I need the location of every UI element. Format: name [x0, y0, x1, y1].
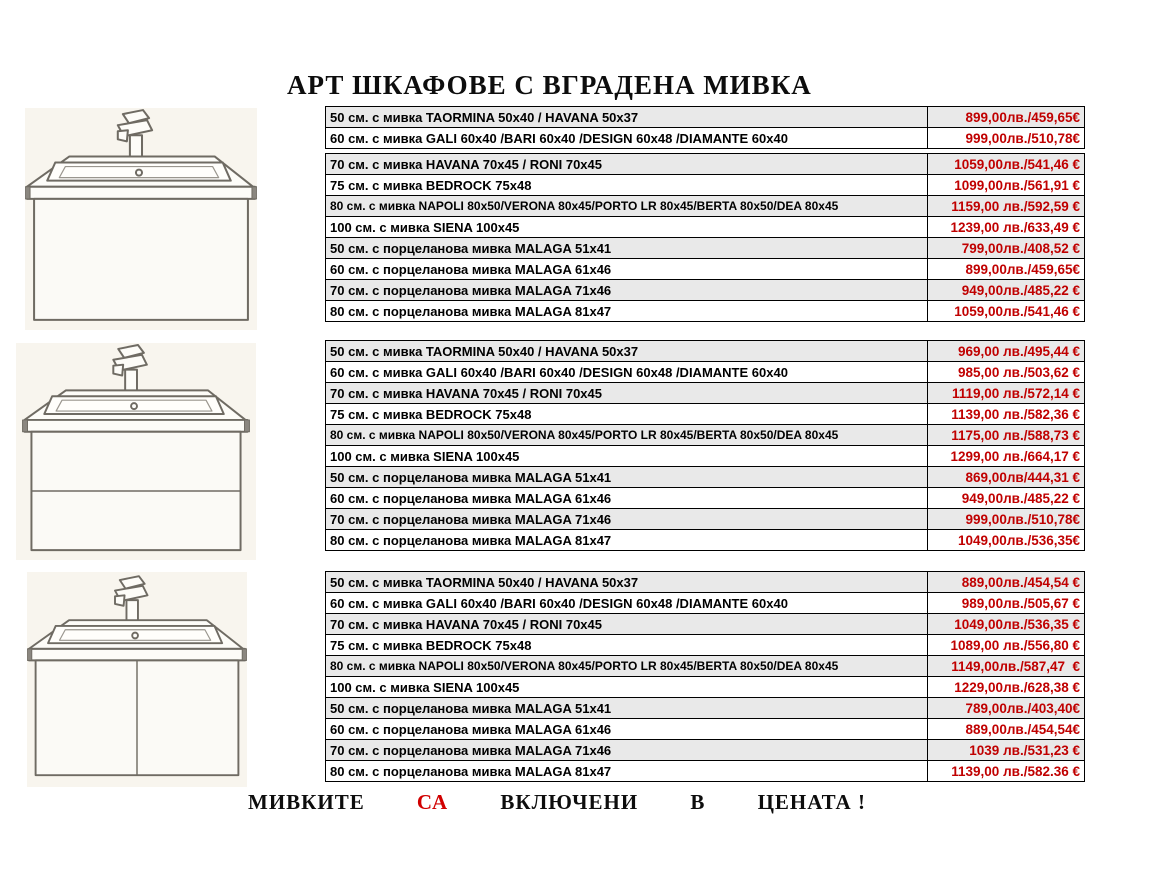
table-row — [325, 153, 1085, 175]
product-price: 1175,00 лв./588,73 € — [951, 427, 1080, 443]
table-row — [325, 237, 1085, 259]
product-price: 899,00лв./459,65€ — [965, 261, 1080, 277]
product-description: 60 см. с порцеланова мивка MALAGA 61x46 — [326, 259, 928, 279]
table-row — [325, 106, 1085, 128]
vanity-drawing-single-front — [25, 108, 257, 330]
table-row — [325, 676, 1085, 698]
product-description: 75 см. с мивка BEDROCK 75x48 — [326, 175, 928, 195]
product-price: 969,00 лв./495,44 € — [958, 343, 1080, 359]
product-description: 80 см. с порцеланова мивка MALAGA 81x47 — [326, 530, 928, 550]
product-price: 1119,00 лв./572,14 € — [952, 385, 1080, 401]
table-row — [325, 403, 1085, 425]
product-price: 999,00лв./510,78€ — [965, 511, 1080, 527]
price-table-top — [325, 107, 1085, 322]
product-description: 80 см. с порцеланова мивка MALAGA 81x47 — [326, 761, 928, 781]
table-row — [325, 613, 1085, 635]
product-price: 1139,00 лв./582.36 € — [951, 763, 1080, 779]
product-description: 70 см. с мивка HAVANA 70x45 / RONI 70x45 — [326, 383, 928, 403]
product-price: 799,00лв./408,52 € — [961, 240, 1080, 256]
product-price: 1059,00лв./541,46 € — [954, 303, 1080, 319]
table-row — [325, 216, 1085, 238]
table-row — [325, 718, 1085, 740]
product-description: 75 см. с мивка BEDROCK 75x48 — [326, 635, 928, 655]
table-row — [325, 279, 1085, 301]
product-description: 50 см. с порцеланова мивка MALAGA 51x41 — [326, 698, 928, 718]
table-row — [325, 571, 1085, 593]
product-description: 80 см. с мивка NAPOLI 80x50/VERONA 80x45/PORTO LR 80x45/BERTA 80x50/DEA 80x45 — [326, 656, 928, 676]
product-description: 100 см. с мивка SIENA 100x45 — [326, 217, 928, 237]
table-row — [325, 529, 1085, 551]
table-row — [325, 361, 1085, 383]
vanity-cabinet-two-doors-image — [27, 572, 247, 787]
table-row — [325, 445, 1085, 467]
product-description: 80 см. с мивка NAPOLI 80x50/VERONA 80x45/PORTO LR 80x45/BERTA 80x50/DEA 80x45 — [326, 196, 928, 216]
product-price: 949,00лв./485,22 € — [961, 282, 1080, 298]
footer-note — [248, 790, 866, 815]
product-description: 100 см. с мивка SIENA 100x45 — [326, 677, 928, 697]
table-row — [325, 300, 1085, 322]
vanity-drawing-two-doors — [27, 572, 247, 787]
product-price: 1159,00 лв./592,59 € — [951, 198, 1080, 214]
product-price: 1089,00 лв./556,80 € — [950, 637, 1080, 653]
table-row — [325, 466, 1085, 488]
table-row — [325, 592, 1085, 614]
product-price: 889,00лв./454,54€ — [965, 721, 1080, 737]
vanity-cabinet-two-drawers-image — [16, 343, 256, 560]
product-price: 999,00лв./510,78€ — [965, 130, 1080, 146]
footer-word: В — [690, 790, 706, 814]
product-price: 1299,00 лв./664,17 € — [950, 448, 1080, 464]
product-price: 949,00лв./485,22 € — [961, 490, 1080, 506]
table-row — [325, 508, 1085, 530]
table-row — [325, 739, 1085, 761]
product-description: 50 см. с мивка TAORMINA 50x40 / HAVANA 50x37 — [326, 341, 928, 361]
product-price: 1059,00лв./541,46 € — [954, 156, 1080, 172]
product-description: 60 см. с порцеланова мивка MALAGA 61x46 — [326, 488, 928, 508]
product-price: 1149,00лв./587,47 € — [951, 658, 1080, 674]
product-description: 80 см. с порцеланова мивка MALAGA 81x47 — [326, 301, 928, 321]
table-row — [325, 487, 1085, 509]
product-description: 50 см. с порцеланова мивка MALAGA 51x41 — [326, 238, 928, 258]
product-price: 1039 лв./531,23 € — [969, 742, 1080, 758]
product-price: 1049,00лв./536,35 € — [954, 616, 1080, 632]
product-price: 1099,00лв./561,91 € — [954, 177, 1080, 193]
product-price: 1049,00лв./536,35€ — [958, 532, 1080, 548]
product-description: 60 см. с порцеланова мивка MALAGA 61x46 — [326, 719, 928, 739]
product-description: 70 см. с мивка HAVANA 70x45 / RONI 70x45 — [326, 614, 928, 634]
product-description: 50 см. с мивка TAORMINA 50x40 / HAVANA 50x37 — [326, 107, 928, 127]
footer-word: ВКЛЮЧЕНИ — [500, 790, 639, 814]
product-price: 869,00лв/444,31 € — [965, 469, 1080, 485]
vanity-cabinet-single-front-image — [25, 108, 257, 330]
footer-word: ЦЕНАТА ! — [757, 790, 866, 814]
product-description: 75 см. с мивка BEDROCK 75x48 — [326, 404, 928, 424]
product-price: 789,00лв./403,40€ — [965, 700, 1080, 716]
table-row — [325, 424, 1085, 446]
product-description: 70 см. с порцеланова мивка MALAGA 71x46 — [326, 509, 928, 529]
table-row — [325, 634, 1085, 656]
table-row — [325, 655, 1085, 677]
product-description: 60 см. с мивка GALI 60x40 /BARI 60x40 /DESIGN 60x48 /DIAMANTE 60x40 — [326, 362, 928, 382]
footer-word: МИВКИТЕ — [248, 790, 365, 814]
table-row — [325, 195, 1085, 217]
product-description: 60 см. с мивка GALI 60x40 /BARI 60x40 /DESIGN 60x48 /DIAMANTE 60x40 — [326, 128, 928, 148]
product-description: 100 см. с мивка SIENA 100x45 — [326, 446, 928, 466]
product-description: 50 см. с порцеланова мивка MALAGA 51x41 — [326, 467, 928, 487]
product-description: 80 см. с мивка NAPOLI 80x50/VERONA 80x45/PORTO LR 80x45/BERTA 80x50/DEA 80x45 — [326, 425, 928, 445]
vanity-drawing-two-drawers — [16, 343, 256, 560]
price-table-bottom — [325, 572, 1085, 782]
product-price: 899,00лв./459,65€ — [965, 109, 1080, 125]
product-price: 889,00лв./454,54 € — [961, 574, 1080, 590]
table-row — [325, 382, 1085, 404]
table-row — [325, 697, 1085, 719]
table-row — [325, 174, 1085, 196]
product-description: 60 см. с мивка GALI 60x40 /BARI 60x40 /DESIGN 60x48 /DIAMANTE 60x40 — [326, 593, 928, 613]
price-table-middle — [325, 341, 1085, 551]
page-title: АРТ ШКАФОВЕ С ВГРАДЕНА МИВКА — [287, 70, 812, 100]
footer-word-accent: СА — [416, 790, 449, 814]
table-row — [325, 760, 1085, 782]
product-price: 1239,00 лв./633,49 € — [950, 219, 1080, 235]
product-price: 985,00 лв./503,62 € — [958, 364, 1080, 380]
product-price: 1139,00 лв./582,36 € — [951, 406, 1080, 422]
product-description: 70 см. с порцеланова мивка MALAGA 71x46 — [326, 280, 928, 300]
table-row — [325, 258, 1085, 280]
product-price: 1229,00лв./628,38 € — [954, 679, 1080, 695]
product-price: 989,00лв./505,67 € — [961, 595, 1080, 611]
product-description: 50 см. с мивка TAORMINA 50x40 / HAVANA 50x37 — [326, 572, 928, 592]
table-row — [325, 340, 1085, 362]
table-row — [325, 127, 1085, 149]
product-description: 70 см. с мивка HAVANA 70x45 / RONI 70x45 — [326, 154, 928, 174]
product-description: 70 см. с порцеланова мивка MALAGA 71x46 — [326, 740, 928, 760]
